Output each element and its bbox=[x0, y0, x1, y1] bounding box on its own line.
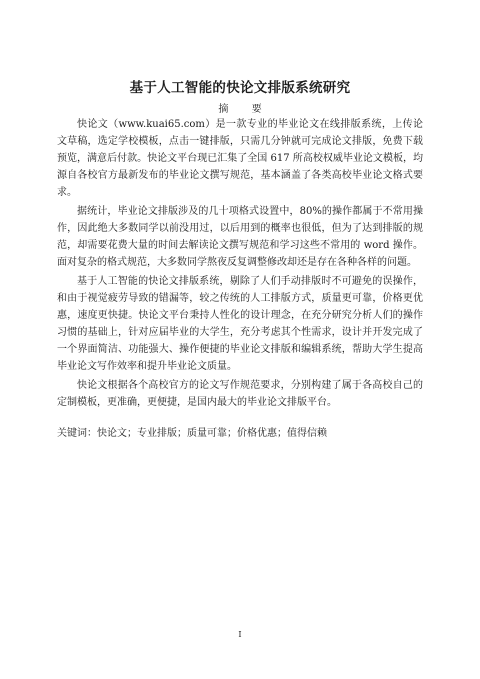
keywords-line: 关键词：快论文；专业排版；质量可靠；价格优惠；值得信赖 bbox=[57, 428, 327, 439]
page-number: I bbox=[238, 630, 242, 639]
abstract-paragraph: 据统计，毕业论文排版涉及的几十项格式设置中，80%的操作都属于不常用操作，因此绝大多数同学以前没用过，以后用到的概率也很低，但为了达到排版的规范，却需要花费大量的时间去解读论文撰写规范和学习这些不常用的 word 操作。面对复杂的格式规范，大多数同学熬夜反复调整修改却还是存在各种各样的问题。 bbox=[57, 206, 423, 268]
abstract-body bbox=[57, 116, 423, 444]
abstract-paragraph: 快论文根据各个高校官方的论文写作规范要求，分别构建了属于各高校自己的定制模板，更准确，更便捷，是国内最大的毕业论文排版平台。 bbox=[57, 380, 423, 408]
page-title: 基于人工智能的快论文排版系统研究 bbox=[129, 80, 351, 96]
abstract-heading: 摘 要 bbox=[218, 104, 272, 115]
abstract-paragraph: 基于人工智能的快论文排版系统，剔除了人们手动排版时不可避免的误操作，和由于视觉疲劳导致的错漏等，较之传统的人工排版方式，质量更可靠，价格更优惠，速度更快捷。快论文平台秉持人性化的设计理念，在充分研究分析人们的操作习惯的基础上，针对应届毕业的大学生，充分考虑其个性需求，设计并开发完成了一个界面简洁、功能强大、操作便捷的毕业论文排版和编辑系统，帮助大学生提高毕业论文写作效率和提升毕业论文质量。 bbox=[57, 276, 423, 372]
abstract-paragraph: 快论文（www.kuai65.com）是一款专业的毕业论文在线排版系统，上传论文草稿，选定学校模板，点击一键排版，只需几分钟就可完成论文排版，免费下载预览，满意后付款。快论文平台现已汇集了全国 617 所高校权威毕业论文模板，均源自各校官方最新发布的毕业论文撰写规范，基本涵盖了各类高校毕业论文格式要求。 bbox=[57, 119, 423, 198]
